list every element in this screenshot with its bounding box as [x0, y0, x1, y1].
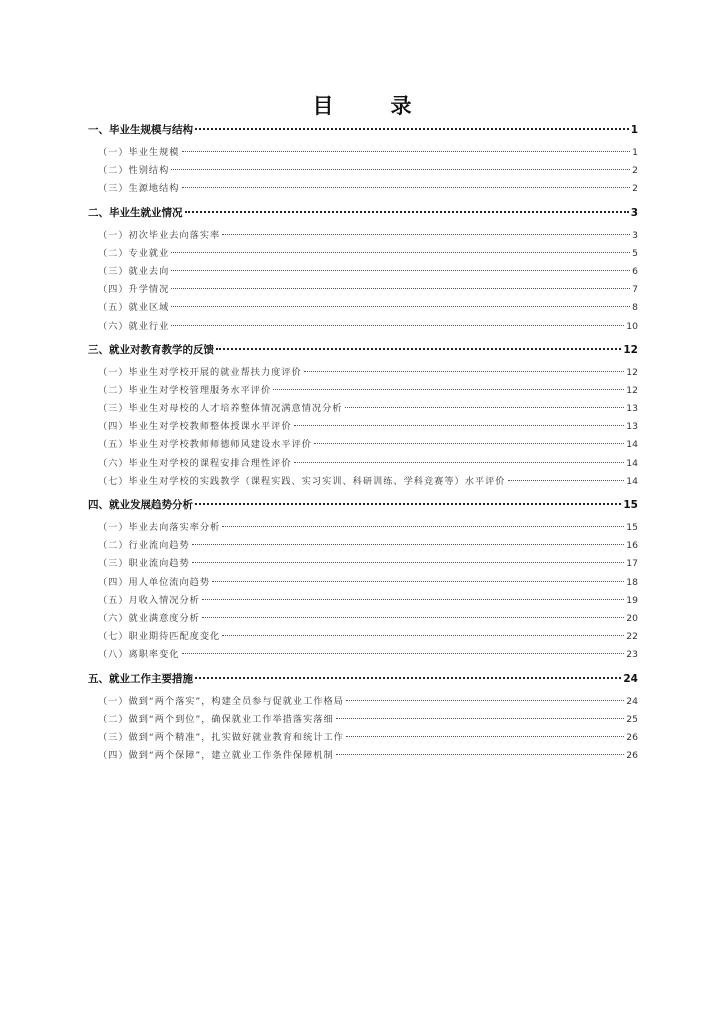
dot-leader	[171, 325, 624, 326]
toc-entry-label: （二）毕业生对学校管理服务水平评价	[98, 384, 272, 396]
toc-page-number: 1	[632, 147, 638, 158]
toc-page-number: 12	[626, 366, 638, 378]
toc-entry-level2[interactable]	[88, 537, 638, 555]
toc-entry-label: （四）升学情况	[98, 284, 170, 296]
toc-entry-level2[interactable]	[88, 227, 638, 245]
toc-entry-level2[interactable]	[88, 747, 638, 765]
toc-page-number: 6	[632, 265, 638, 277]
toc-page-number: 14	[626, 475, 638, 487]
toc-page-number: 24	[623, 672, 638, 685]
toc-page-number: 15	[626, 522, 638, 533]
toc-entry-label: （五）就业区域	[98, 302, 170, 314]
toc-entry-level2[interactable]	[88, 693, 638, 711]
toc-page-number: 12	[626, 384, 638, 396]
toc-page-number: 23	[626, 649, 638, 661]
dot-leader	[314, 443, 624, 444]
dot-leader	[336, 718, 625, 719]
toc-page-number: 19	[626, 594, 638, 606]
toc-entry-label: （三）就业去向	[98, 265, 170, 277]
dot-leader	[182, 187, 631, 188]
dot-leader	[171, 306, 630, 307]
toc-entry-label: 一、毕业生规模与结构	[88, 124, 193, 136]
toc-entry-level2[interactable]	[88, 628, 638, 646]
dot-leader	[202, 617, 624, 618]
dot-leader	[336, 754, 625, 755]
dot-leader	[195, 503, 621, 505]
dot-leader	[345, 407, 625, 408]
toc-page-number: 2	[632, 165, 638, 177]
toc-page-number: 13	[626, 403, 638, 415]
toc-page-number: 7	[632, 284, 638, 296]
toc-entry-level2[interactable]	[88, 400, 638, 418]
toc-entry-label: （六）就业行业	[98, 320, 170, 332]
toc-page-number: 20	[626, 612, 638, 624]
dot-leader	[171, 169, 630, 170]
toc-entry-level2[interactable]	[88, 245, 638, 263]
dot-leader	[273, 389, 624, 390]
toc-page-number: 12	[623, 343, 638, 356]
toc-entry-label: （二）行业流向趋势	[98, 540, 190, 552]
dot-leader	[195, 128, 629, 130]
toc-entry-level2[interactable]	[88, 318, 638, 336]
toc-entry-label: （一）初次毕业去向落实率	[98, 229, 221, 241]
toc-page-number: 18	[626, 576, 638, 588]
dot-leader	[216, 348, 621, 350]
toc-entry-level2[interactable]	[88, 729, 638, 747]
toc-entry-label: （六）就业满意度分析	[98, 612, 200, 624]
toc-entry-label: 三、就业对教育教学的反馈	[88, 343, 214, 356]
toc-entry-label: （二）专业就业	[98, 247, 170, 259]
toc-entry-level2[interactable]	[88, 711, 638, 729]
dot-leader	[222, 234, 630, 235]
toc-entry-label: 五、就业工作主要措施	[88, 672, 193, 685]
toc-entry-level2[interactable]	[88, 610, 638, 628]
toc-entry-label: （二）做到“两个到位”，确保就业工作举措落实落细	[98, 713, 334, 725]
toc-entry-label: （三）做到“两个精准”，扎实做好就业教育和统计工作	[98, 731, 344, 743]
toc-section	[88, 122, 638, 199]
toc-page-number: 3	[632, 229, 638, 241]
dot-leader	[212, 581, 624, 582]
toc-page-number: 5	[632, 247, 638, 259]
toc-entry-label: （五）毕业生对学校教师师德师风建设水平评价	[98, 439, 312, 451]
dot-leader	[294, 462, 625, 463]
toc-entry-label: （五）月收入情况分析	[98, 594, 200, 606]
page-title: 目 录	[312, 94, 430, 118]
toc-entry-level2[interactable]	[88, 455, 638, 473]
toc-page-number: 25	[626, 713, 638, 725]
dot-leader	[294, 425, 625, 426]
toc-page-number: 13	[626, 421, 638, 433]
toc-entry-level2[interactable]	[88, 263, 638, 281]
toc-page-number: 14	[626, 439, 638, 451]
toc-entry-label: （四）用人单位流向趋势	[98, 576, 211, 588]
toc-page-number: 26	[626, 750, 638, 762]
toc-page-number: 3	[630, 206, 638, 219]
toc-entry-label: 二、毕业生就业情况	[88, 206, 183, 219]
dot-leader	[185, 211, 629, 213]
toc-page-number: 26	[626, 731, 638, 743]
toc-entry-level1[interactable]	[88, 342, 638, 364]
toc-entry-label: （一）毕业生对学校开展的就业帮扶力度评价	[98, 366, 302, 378]
toc-entry-level2[interactable]	[88, 281, 638, 299]
toc-entry-label: （二）性别结构	[98, 165, 170, 177]
toc-entry-level2[interactable]	[88, 299, 638, 317]
toc-entry-label: （四）做到“两个保障”，建立就业工作条件保障机制	[98, 750, 334, 762]
toc-entry-label: （一）毕业去向落实率分析	[98, 522, 221, 533]
dot-leader	[508, 480, 625, 481]
toc-page-number: 24	[626, 695, 638, 707]
toc-entry-level1[interactable]	[88, 497, 638, 519]
toc-entry-label: （七）职业期待匹配度变化	[98, 631, 221, 643]
toc-page-number: 22	[626, 631, 638, 643]
dot-leader	[192, 562, 625, 563]
toc-entry-label: （一）毕业生规模	[98, 147, 180, 158]
toc-entry-label: （七）毕业生对学校的实践教学（课程实践、实习实训、科研训练、学科竞赛等）水平评价	[98, 475, 506, 487]
toc-entry-label: （八）离职率变化	[98, 649, 180, 661]
dot-leader	[182, 653, 625, 654]
toc-entry-level2[interactable]	[88, 519, 638, 537]
toc-section	[88, 497, 638, 665]
toc-entry-label: （四）毕业生对学校教师整体授课水平评价	[98, 421, 292, 433]
toc-entry-level2[interactable]	[88, 162, 638, 180]
toc-page-number: 2	[632, 183, 638, 195]
toc-entry-level2[interactable]	[88, 382, 638, 400]
toc-entry-label: 四、就业发展趋势分析	[88, 499, 193, 511]
toc-page-number: 16	[626, 540, 638, 552]
toc-entry-level2[interactable]	[88, 646, 638, 664]
dot-leader	[346, 700, 624, 701]
toc-entry-label: （三）毕业生对母校的人才培养整体情况满意情况分析	[98, 403, 343, 415]
dot-leader	[192, 544, 625, 545]
dot-leader	[171, 270, 630, 271]
toc-section	[88, 342, 638, 491]
toc-entry-level2[interactable]	[88, 592, 638, 610]
toc-entry-level2[interactable]	[88, 574, 638, 592]
toc-entry-label: （三）职业流向趋势	[98, 558, 190, 570]
dot-leader	[182, 151, 631, 152]
toc-page-number: 8	[632, 302, 638, 314]
toc-entry-level2[interactable]	[88, 418, 638, 436]
toc-page-number: 17	[626, 558, 638, 570]
dot-leader	[171, 252, 630, 253]
toc-section	[88, 205, 638, 336]
toc-entry-level1[interactable]	[88, 122, 638, 144]
toc-page-number: 14	[626, 457, 638, 469]
dot-leader	[222, 635, 624, 636]
toc-entry-level1[interactable]	[88, 671, 638, 693]
dot-leader	[222, 526, 624, 527]
toc-entry-level2[interactable]	[88, 473, 638, 491]
toc-entry-level2[interactable]	[88, 364, 638, 382]
toc-entry-label: （一）做到“两个落实”，构建全员参与促就业工作格局	[98, 695, 344, 707]
dot-leader	[346, 736, 624, 737]
toc-page-number: 1	[630, 124, 638, 136]
toc-section	[88, 671, 638, 766]
table-of-contents	[88, 122, 638, 765]
toc-entry-level2[interactable]	[88, 555, 638, 573]
dot-leader	[195, 677, 621, 679]
toc-page-number: 10	[626, 320, 638, 332]
toc-entry-label: （六）毕业生对学校的课程安排合理性评价	[98, 457, 292, 469]
dot-leader	[304, 371, 625, 372]
toc-entry-level1[interactable]	[88, 205, 638, 227]
toc-entry-level2[interactable]	[88, 144, 638, 162]
toc-entry-level2[interactable]	[88, 180, 638, 198]
toc-entry-level2[interactable]	[88, 436, 638, 454]
toc-page-number: 15	[623, 499, 638, 511]
dot-leader	[202, 599, 624, 600]
dot-leader	[171, 288, 630, 289]
toc-entry-label: （三）生源地结构	[98, 183, 180, 195]
